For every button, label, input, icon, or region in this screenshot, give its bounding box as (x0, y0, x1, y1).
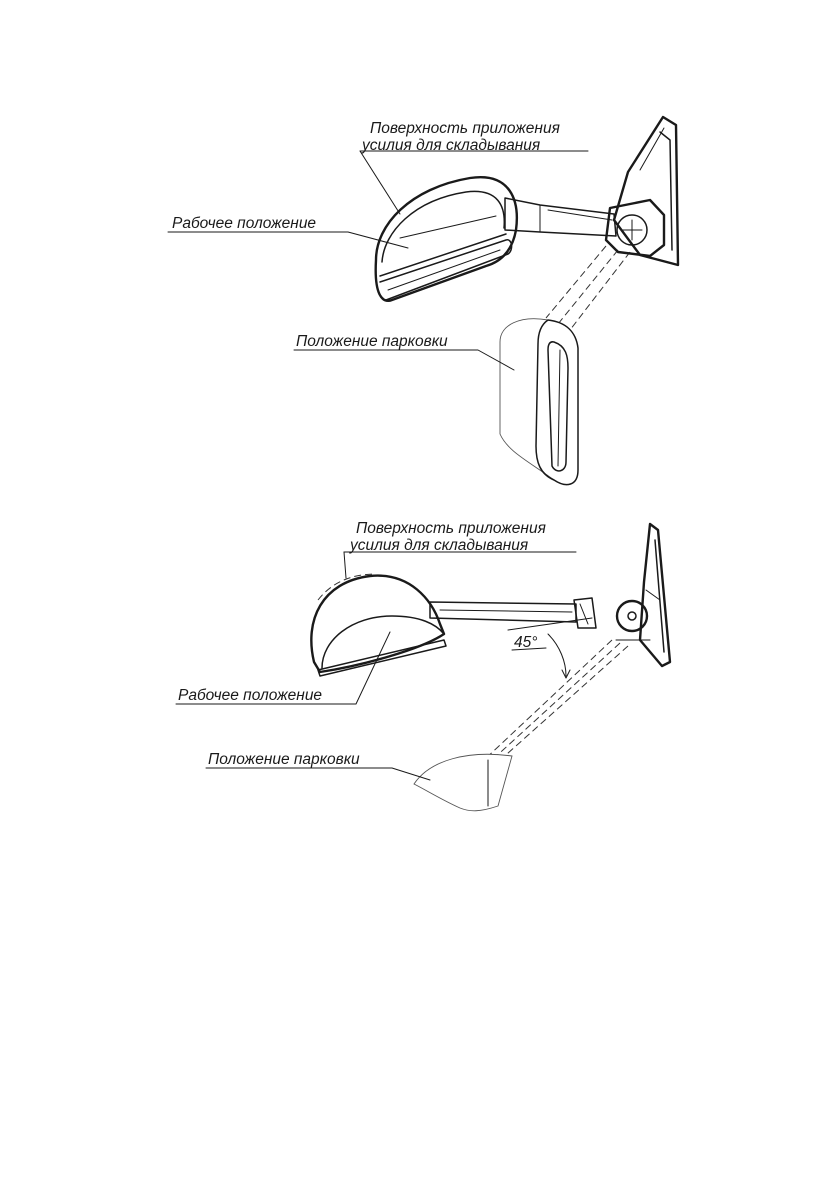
bottom-arm-parking-ghost (484, 640, 628, 762)
bottom-door-mount (640, 524, 670, 666)
bottom-surface-label-1: Поверхность приложения (356, 520, 546, 537)
top-surface-label-1: Поверхность приложения (370, 120, 560, 137)
top-arm (505, 198, 616, 236)
bottom-leaders (176, 552, 576, 780)
top-parking-label: Положение парковки (296, 333, 448, 350)
bottom-figure (176, 520, 670, 811)
top-figure (168, 117, 678, 485)
top-arm-parking-ghost (546, 246, 630, 330)
bottom-working-label: Рабочее положение (178, 687, 323, 704)
bottom-mirror-housing-parking (414, 754, 512, 810)
top-mirror-housing-working (376, 177, 517, 301)
bottom-arm (430, 598, 596, 628)
bottom-mirror-housing-working (311, 574, 446, 676)
top-mirror-housing-parking (500, 319, 578, 485)
bottom-angle-indicator (508, 618, 592, 678)
bottom-pivot (616, 601, 650, 640)
angle-label: 45° (514, 634, 538, 651)
bottom-parking-label: Положение парковки (208, 751, 360, 768)
top-surface-label-2: усилия для складывания (362, 137, 541, 154)
top-working-label: Рабочее положение (172, 215, 317, 232)
bottom-surface-label-2: усилия для складывания (350, 537, 529, 554)
